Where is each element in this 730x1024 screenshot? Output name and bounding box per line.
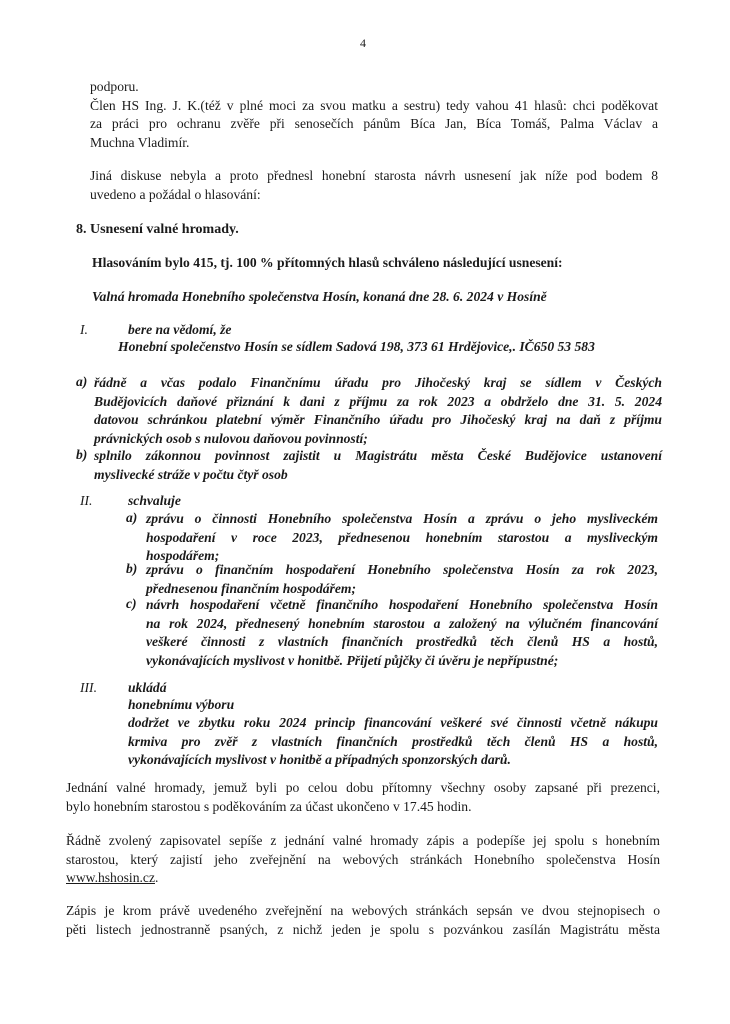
text-line: vykonávajících myslivost v honitbě. Přijetí půjčky či úvěru je nepřípustné; xyxy=(146,652,559,668)
text-line: Řádně zvolený zapisovatel sepíše z jednání valné hromady zápis a podepíše jej spolu s honebním xyxy=(66,833,660,848)
text-line: Budějovicích daňové přiznání k dani z příjmu za rok 2023 a obdrželo dne 31. 5. 2024 xyxy=(94,393,662,409)
part-title: schvaluje xyxy=(128,493,181,508)
text-line: krmiva pro zvěř z vlastních finančních prostředků těch členů HS a hostů, xyxy=(128,733,658,749)
text-line: Zápis je krom právě uvedeného zveřejnění na webových stránkách sepsán ve dvou stejnopisech o xyxy=(66,903,660,918)
discussion-paragraph xyxy=(90,78,658,152)
vote-result: Hlasováním bylo 415, tj. 100 % přítomných hlasů schváleno následující usnesení: xyxy=(92,255,563,270)
text-line: bylo honebním starostou s poděkováním za účast ukončeno v 17.45 hodin. xyxy=(66,798,472,814)
list-item xyxy=(76,374,662,448)
text-line: datovou schránkou platební výměr Finančního úřadu pro Jihočeský kraj na daň z příjmu xyxy=(94,412,662,427)
link-suffix: . xyxy=(154,870,159,885)
text-line: řádně a včas podalo Finančnímu úřadu pro Jihočeský kraj se sídlem v Českých xyxy=(94,375,662,390)
part-numeral: II. xyxy=(80,493,93,508)
item-letter: b) xyxy=(126,561,138,576)
item-text xyxy=(146,510,658,566)
text-line: přednesenou finančním hospodářem; xyxy=(146,580,356,596)
text-line: hospodářem; xyxy=(146,548,220,563)
text-line: na rok 2024, přednesený honebním starostou a založený na výlučném financování xyxy=(146,615,658,631)
item-letter: a) xyxy=(76,374,88,389)
part-title: bere na vědomí, že xyxy=(128,322,232,337)
recipient: honebnímu výboru xyxy=(128,697,235,712)
part-numeral: III. xyxy=(80,680,97,695)
list-item xyxy=(76,447,662,485)
obligation-text xyxy=(128,714,658,770)
list-item xyxy=(126,561,658,599)
text-line: myslivecké stráže v počtu čtyř osob xyxy=(94,466,288,482)
text-line: právnických osob s nulovou daňovou povinností; xyxy=(94,430,368,446)
text-line: hospodaření v roce 2023, přednesenou honebním starostou a mysliveckým xyxy=(146,529,658,545)
text-line: za práci pro ochranu zvěře při senosečích pánům Bíca Jan, Bíca Tomáš, Palma Václav a xyxy=(90,116,658,131)
text-line: Jiná diskuse nebyla a proto přednesl honební starosta návrh usnesení jak níže pod bodem 8 xyxy=(90,168,658,183)
part-numeral: I. xyxy=(80,322,88,337)
text-line: pěti listech jednostranně psaných, z nichž jeden je spolu s pozvánkou zasílán Magistrátu města xyxy=(66,921,660,937)
list-item xyxy=(126,596,658,670)
item-text xyxy=(94,447,662,484)
item-letter: a) xyxy=(126,510,138,525)
text-line: Muchna Vladimír. xyxy=(90,134,190,150)
list-item xyxy=(126,510,658,566)
item-letter: b) xyxy=(76,447,88,462)
text-line: uvedeno a požádal o hlasování: xyxy=(90,186,261,202)
minutes-paragraph xyxy=(66,832,660,888)
page-number: 4 xyxy=(360,36,366,50)
item-text xyxy=(94,374,662,448)
resolution-intro: Valná hromada Honebního společenstva Hosín, konaná dne 28. 6. 2024 v Hosíně xyxy=(92,289,547,304)
text-line: vykonávajících myslivost v honitbě a případných sponzorských darů. xyxy=(128,752,511,767)
copies-paragraph xyxy=(66,902,660,939)
text-line: Jednání valné hromady, jemuž byli po celou dobu přítomny všechny osoby zapsané při prezenci, xyxy=(66,780,660,795)
text-line xyxy=(66,869,660,888)
item-letter: c) xyxy=(126,596,137,611)
text-line: Člen HS Ing. J. K.(též v plné moci za svou matku a sestru) tedy vahou 41 hlasů: chci poděkovat xyxy=(90,97,658,113)
text-line: dodržet ve zbytku roku 2024 princip financování veškeré své činnosti včetně nákupu xyxy=(128,715,658,730)
text-line: starostou, který zajistí jeho zveřejnění na webových stránkách Honebního společenstva Hosín xyxy=(66,851,660,867)
item-text xyxy=(146,596,658,670)
proposal-paragraph xyxy=(90,167,658,204)
part-title: ukládá xyxy=(128,680,167,695)
text-line: splnilo zákonnou povinnost zajistit u Magistrátu města České Budějovice ustanovení xyxy=(94,448,662,463)
text-line: zprávu o činnosti Honebního společenstva Hosín a zprávu o jeho mysliveckém xyxy=(146,511,658,526)
section-heading: 8. Usnesení valné hromady. xyxy=(76,222,239,237)
closing-paragraph xyxy=(66,779,660,816)
company-identification: Honební společenstvo Hosín se sídlem Sadová 198, 373 61 Hrdějovice,. IČ650 53 583 xyxy=(118,339,595,354)
text-line: veškeré činnosti z vlastních finančních prostředků těch členů HS a hostů, xyxy=(146,634,658,649)
text-line: podporu. xyxy=(90,79,139,94)
text-line: návrh hospodaření včetně finančního hospodaření Honebního společenstva Hosín xyxy=(146,597,658,612)
item-text xyxy=(146,561,658,598)
website-link[interactable]: www.hshosin.cz xyxy=(66,870,155,885)
text-line: zprávu o finančním hospodaření Honebního společenstva Hosín za rok 2023, xyxy=(146,562,658,577)
